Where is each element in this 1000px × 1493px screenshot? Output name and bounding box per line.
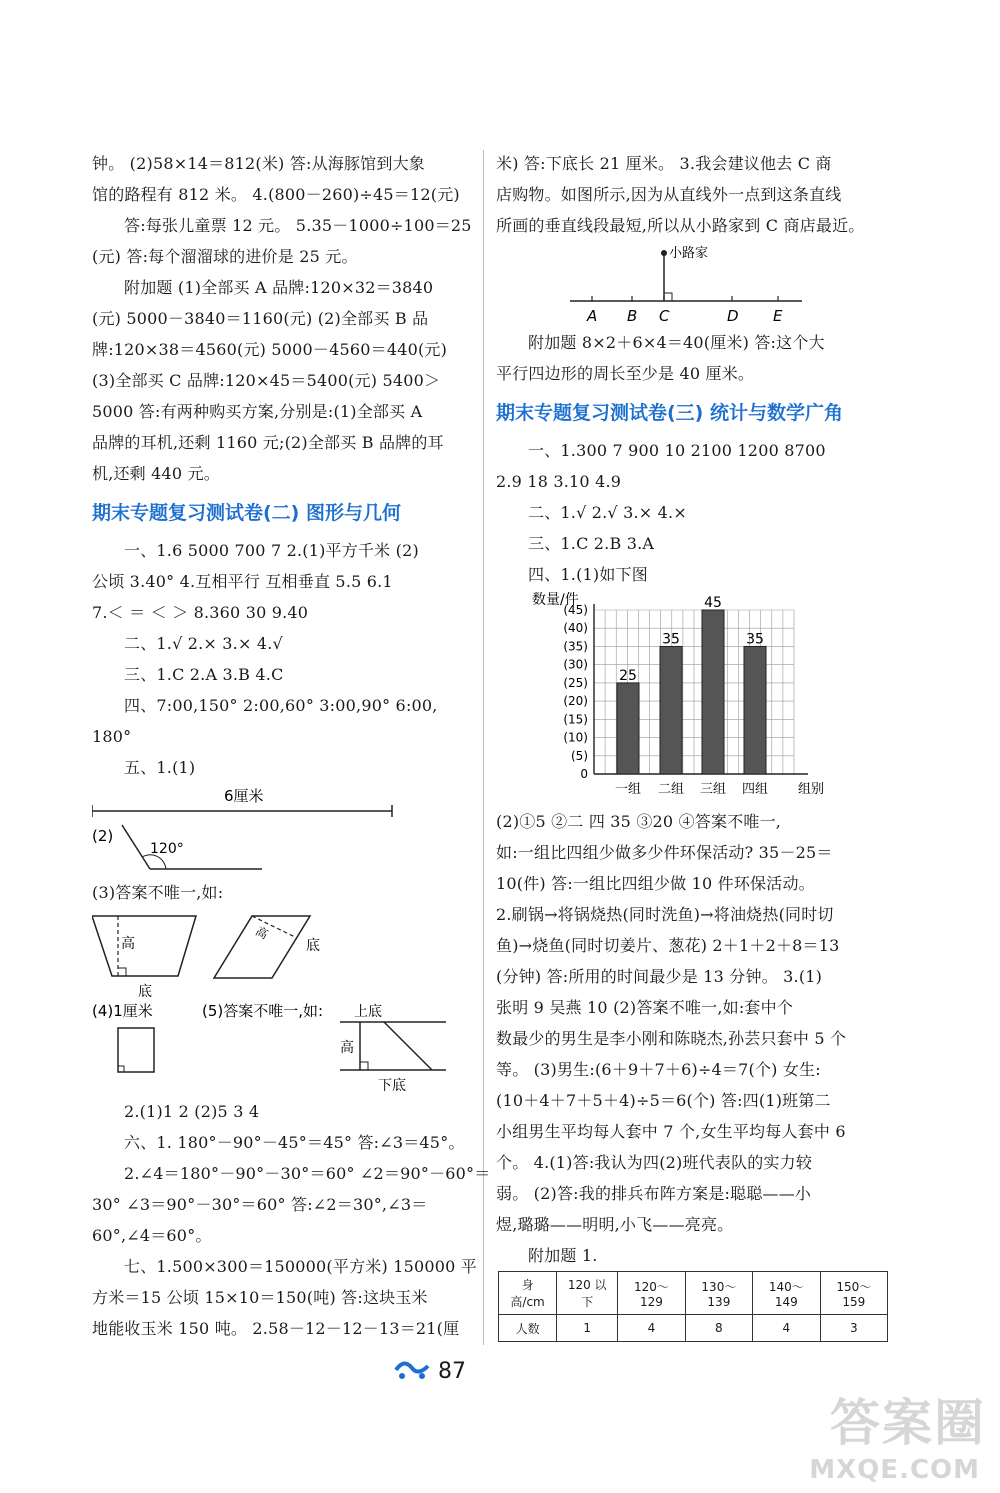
text-line: 煜,璐璐——明明,小飞——亮亮。 bbox=[496, 1215, 734, 1234]
table-cell: 1 bbox=[557, 1315, 618, 1342]
top-base-label: 上底 bbox=[354, 1004, 382, 1020]
text-line: (分钟) 答:所用的时间最少是 13 分钟。 3.(1) bbox=[496, 967, 823, 986]
text-line: (10＋4＋7＋5＋4)÷5＝6(个) 答:四(1)班第二 bbox=[496, 1091, 831, 1110]
bar bbox=[660, 646, 682, 774]
square-shape bbox=[118, 1028, 154, 1072]
text-line: 5000 答:有两种购买方案,分别是:(1)全部买 A bbox=[92, 402, 423, 421]
right-column bbox=[496, 148, 888, 1342]
text-line: 个。 4.(1)答:我认为四(2)班代表队的实力较 bbox=[496, 1153, 813, 1172]
heights-svg bbox=[92, 908, 474, 1000]
right-angle-mark bbox=[664, 293, 672, 301]
figure-perpendicular bbox=[496, 241, 888, 327]
text-line: 品牌的耳机,还剩 1160 元;(2)全部买 B 品牌的耳 bbox=[92, 433, 444, 452]
text-line: 如:一组比四组少做多少件环保活动? 35－25＝ bbox=[496, 843, 833, 862]
table-cell: 3 bbox=[820, 1315, 887, 1342]
bar-chart bbox=[496, 590, 888, 806]
text-line: 张明 9 吴燕 10 (2)答案不唯一,如:套中个 bbox=[496, 998, 794, 1017]
y-tick-label: (35) bbox=[563, 639, 588, 654]
road-point-label: B bbox=[627, 307, 638, 325]
trapezoid-caption: (5)答案不唯一,如: bbox=[202, 1002, 324, 1020]
angle-ray bbox=[122, 825, 150, 869]
y-tick-label: (20) bbox=[563, 694, 588, 709]
text-line: 2.9 18 3.10 4.9 bbox=[496, 472, 622, 491]
angle-label: 120° bbox=[150, 841, 184, 857]
text-line: 四、7:00,150° 2:00,60° 3:00,90° 6:00, bbox=[124, 696, 438, 715]
page-logo-icon bbox=[392, 1356, 434, 1386]
square-trapezoid-svg bbox=[92, 1000, 474, 1096]
para-right-bonus bbox=[496, 327, 888, 389]
para-bonus-question bbox=[92, 272, 474, 489]
text-line: 馆的路程有 812 米。 4.(800－260)÷45＝12(元) bbox=[92, 185, 460, 204]
y-tick-label: (45) bbox=[563, 603, 588, 617]
y-tick-label: (30) bbox=[563, 657, 588, 672]
bar-value-label: 35 bbox=[746, 631, 764, 648]
road-point-label: A bbox=[587, 307, 598, 325]
y-tick-label: (15) bbox=[563, 712, 588, 727]
road-point-label: D bbox=[727, 307, 739, 325]
x-tick-label: 三组 bbox=[699, 782, 727, 797]
table-row bbox=[499, 1315, 888, 1342]
height-table bbox=[498, 1271, 888, 1342]
height-label: 高 bbox=[121, 936, 135, 952]
trapezoid-shape bbox=[92, 916, 196, 976]
segment-svg bbox=[92, 783, 474, 821]
text-line: 所画的垂直线段最短,所以从小路家到 C 商店最近。 bbox=[496, 216, 865, 235]
text-line: 米) 答:下底长 21 厘米。 3.我会建议他去 C 商 bbox=[496, 154, 832, 173]
x-axis-title: 组别 bbox=[798, 782, 825, 797]
base-label: 底 bbox=[138, 984, 152, 1000]
watermark-logo: 答案圈 bbox=[830, 1394, 986, 1452]
text-line: 四、1.(1)如下图 bbox=[528, 565, 648, 584]
text-line: 地能收玉米 150 吨。 2.58－12－12－13＝21(厘 bbox=[92, 1319, 460, 1338]
para-sec3-part1 bbox=[496, 435, 888, 590]
y-tick-label: (25) bbox=[563, 675, 588, 690]
text-line: 10(件) 答:一组比四组少做 10 件环保活动。 bbox=[496, 874, 815, 893]
text-line: (元) 5000－3840＝1160(元) (2)全部买 B 品 bbox=[92, 309, 429, 328]
section-title-statistics: 期末专题复习测试卷(三) 统计与数学广角 bbox=[496, 402, 843, 424]
y-axis-title: 数量/件 bbox=[532, 592, 579, 608]
table-header-cell: 身高/cm bbox=[499, 1272, 557, 1315]
text-line: 弱。 (2)答:我的排兵布阵方案是:聪聪——小 bbox=[496, 1184, 812, 1203]
figure-square-trapezoid bbox=[92, 1000, 474, 1096]
text-line: 七、1.500×300＝150000(平方米) 150000 平 bbox=[124, 1257, 477, 1276]
table-header-cell: 150～159 bbox=[820, 1272, 887, 1315]
para-right-top bbox=[496, 148, 888, 241]
text-line: (3)全部买 C 品牌:120×45＝5400(元) 5400＞ bbox=[92, 371, 441, 390]
right-angle-mark bbox=[118, 968, 126, 976]
bar bbox=[744, 646, 766, 774]
watermark-url: MXQE.COM bbox=[809, 1455, 980, 1485]
figure-angle bbox=[92, 821, 474, 877]
text-line: 数最少的男生是李小刚和陈晓杰,孙芸只套中 5 个 bbox=[496, 1029, 847, 1048]
bar bbox=[702, 610, 724, 774]
text-line: 小组男生平均每人套中 7 个,女生平均每人套中 6 bbox=[496, 1122, 846, 1141]
para-sec3-part2 bbox=[496, 806, 888, 1271]
text-line: 平行四边形的周长至少是 40 厘米。 bbox=[496, 364, 755, 383]
text-line: 三、1.C 2.A 3.B 4.C bbox=[124, 665, 284, 684]
perpendicular-svg bbox=[496, 241, 888, 327]
home-label: 小路家 bbox=[669, 246, 709, 261]
right-angle-mark bbox=[118, 1066, 124, 1072]
text-line: 2.(1)1 2 (2)5 3 4 bbox=[124, 1102, 260, 1121]
text-line: 牌:120×38＝4560(元) 5000－4560＝440(元) bbox=[92, 340, 448, 359]
table-header-row bbox=[499, 1272, 888, 1315]
text-line: 公顷 3.40° 4.互相平行 互相垂直 5.5 6.1 bbox=[92, 572, 393, 591]
table-header-cell: 120～129 bbox=[618, 1272, 685, 1315]
text-line: 机,还剩 440 元。 bbox=[92, 464, 220, 483]
text-line: 钟。 (2)58×14＝812(米) 答:从海豚馆到大象 bbox=[92, 154, 425, 173]
table-header-cell: 120 以下 bbox=[557, 1272, 618, 1315]
height-label: 高 bbox=[253, 923, 271, 942]
angle-prefix: (2) bbox=[92, 827, 114, 845]
text-line: 三、1.C 2.B 3.A bbox=[528, 534, 655, 553]
text-line: 180° bbox=[92, 727, 132, 746]
text-line: 答:每张儿童票 12 元。 5.35－1000÷100＝25 bbox=[124, 216, 472, 235]
para-answers-end-sec1 bbox=[92, 148, 474, 272]
bar bbox=[617, 683, 639, 774]
text-line: 2.刷锅→将锅烧热(同时洗鱼)→将油烧热(同时切 bbox=[496, 905, 834, 924]
text-line: 方米＝15 公顷 15×10＝150(吨) 答:这块玉米 bbox=[92, 1288, 428, 1307]
text-line: 店购物。如图所示,因为从直线外一点到这条直线 bbox=[496, 185, 842, 204]
text-line: (3)答案不唯一,如: bbox=[92, 883, 224, 902]
x-tick-label: 一组 bbox=[614, 782, 642, 797]
y-tick-label: (5) bbox=[571, 748, 588, 763]
angle-svg bbox=[92, 821, 474, 877]
figure-segment bbox=[92, 783, 474, 821]
segment-label: 6厘米 bbox=[224, 787, 264, 805]
text-line: 7.＜ ＝ ＜ ＞ 8.360 30 9.40 bbox=[92, 603, 309, 622]
table-cell: 4 bbox=[753, 1315, 820, 1342]
text-line: 等。 (3)男生:(6＋9＋7＋6)÷4＝7(个) 女生: bbox=[496, 1060, 821, 1079]
text-line: 二、1.√ 2.× 3.× 4.√ bbox=[124, 634, 283, 653]
text-line: (元) 答:每个溜溜球的进价是 25 元。 bbox=[92, 247, 358, 266]
page-number: 87 bbox=[438, 1359, 466, 1384]
base-label: 底 bbox=[306, 938, 320, 954]
text-line: 六、1. 180°－90°－45°＝45° 答:∠3＝45°。 bbox=[124, 1133, 465, 1152]
bar-value-label: 35 bbox=[662, 631, 680, 648]
bar-chart-svg bbox=[496, 590, 888, 806]
section-title-geometry: 期末专题复习测试卷(二) 图形与几何 bbox=[92, 502, 401, 524]
figure-heights bbox=[92, 908, 474, 1000]
bar-value-label: 25 bbox=[619, 667, 637, 684]
text-line: 2.∠4＝180°－90°－30°＝60° ∠2＝90°－60°＝ bbox=[124, 1164, 491, 1183]
table-row-label: 人数 bbox=[499, 1315, 557, 1342]
right-angle-mark bbox=[360, 1062, 368, 1070]
text-line: 附加题 (1)全部买 A 品牌:120×32＝3840 bbox=[124, 278, 434, 297]
y-tick-label: (40) bbox=[563, 621, 588, 636]
text-line: 30° ∠3＝90°－30°＝60° 答:∠2＝30°,∠3＝ bbox=[92, 1195, 428, 1214]
para-sec2-part1 bbox=[92, 535, 474, 783]
road-point-label: C bbox=[659, 307, 670, 325]
table-cell: 8 bbox=[685, 1315, 752, 1342]
text-line: 鱼)→烧鱼(同时切姜片、葱花) 2＋1＋2＋8＝13 bbox=[496, 936, 840, 955]
road-point-label: E bbox=[773, 307, 783, 325]
y-tick-label: (10) bbox=[563, 730, 588, 745]
text-line: 二、1.√ 2.√ 3.× 4.× bbox=[528, 503, 687, 522]
bar-value-label: 45 bbox=[704, 595, 722, 611]
text-line: 60°,∠4＝60°。 bbox=[92, 1226, 212, 1245]
x-tick-label: 四组 bbox=[741, 782, 769, 797]
square-caption: (4)1厘米 bbox=[92, 1002, 153, 1020]
text-line: 五、1.(1) bbox=[124, 758, 196, 777]
bottom-base-label: 下底 bbox=[378, 1078, 406, 1094]
text-line: 一、1.6 5000 700 7 2.(1)平方千米 (2) bbox=[124, 541, 419, 560]
table-header-cell: 130～139 bbox=[685, 1272, 752, 1315]
trapezoid-side bbox=[384, 1022, 432, 1070]
text-line: 附加题 8×2＋6×4＝40(厘米) 答:这个大 bbox=[528, 333, 825, 352]
x-tick-label: 二组 bbox=[657, 782, 685, 797]
para-sec2-part2 bbox=[92, 1096, 491, 1344]
text-line: 附加题 1. bbox=[528, 1246, 598, 1265]
height-label: 高 bbox=[340, 1040, 354, 1056]
table-header-cell: 140～149 bbox=[753, 1272, 820, 1315]
left-column bbox=[92, 148, 491, 1344]
table-cell: 4 bbox=[618, 1315, 685, 1342]
text-line: 一、1.300 7 900 10 2100 1200 8700 bbox=[528, 441, 826, 460]
y-tick-label: 0 bbox=[580, 767, 588, 781]
text-line: (2)①5 ②二 四 35 ③20 ④答案不唯一, bbox=[496, 812, 782, 831]
